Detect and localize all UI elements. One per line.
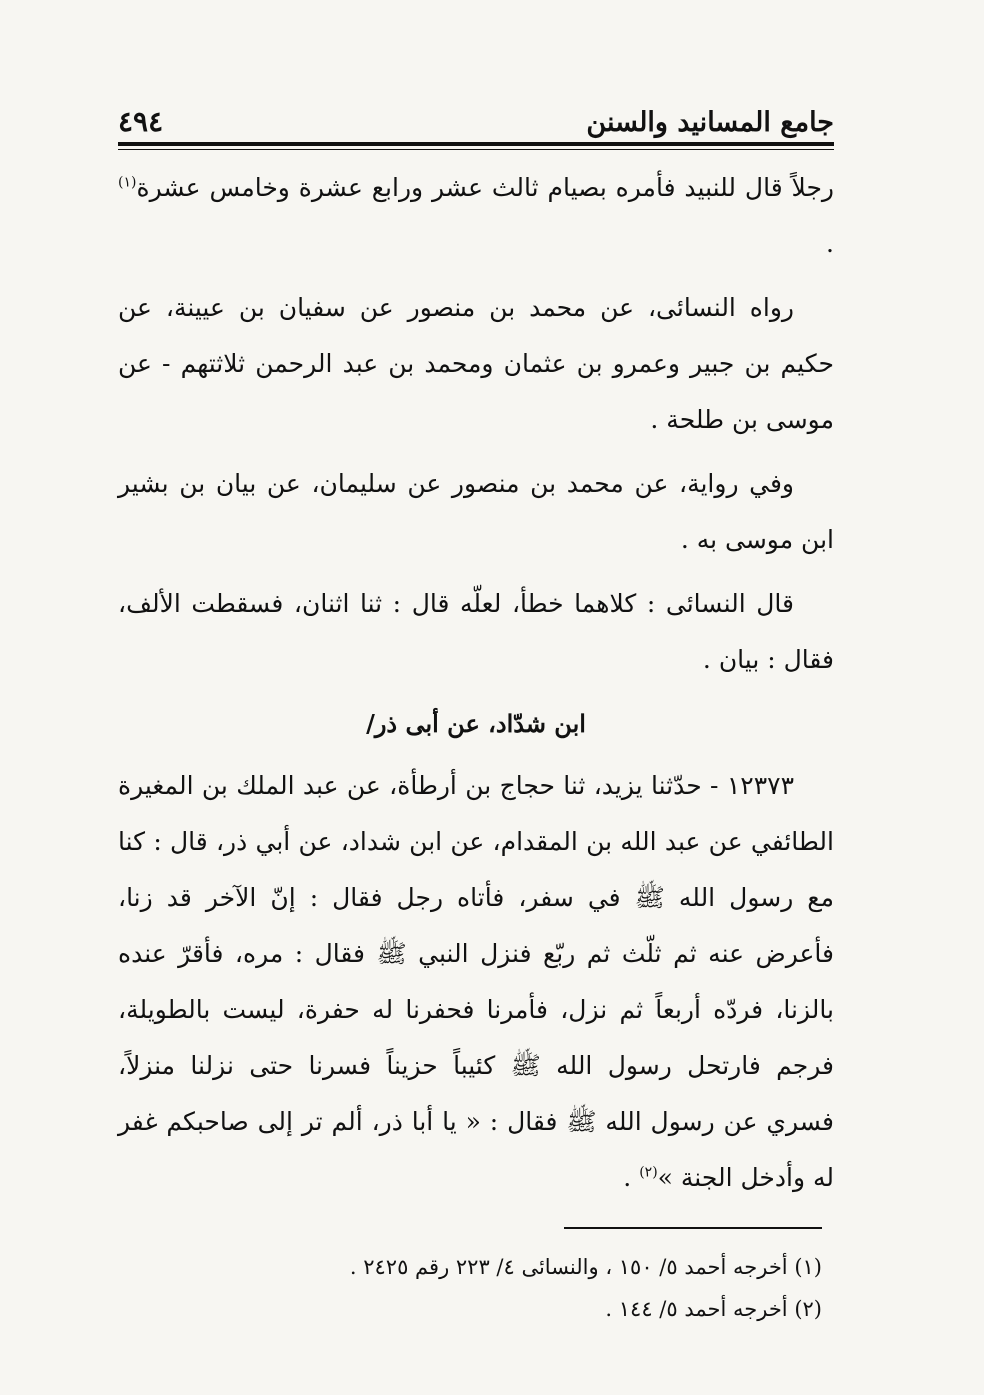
page-header [118, 88, 834, 136]
footnote-ref: (٢) [639, 1164, 658, 1181]
footnote: (٢) أخرجه أحمد ٥/ ١٤٤ . [605, 1297, 822, 1321]
paragraph: وفي رواية، عن محمد بن منصور عن سليمان، عن بيان بن بشير ابن موسى به . [118, 469, 834, 554]
footnote-separator [564, 1227, 822, 1229]
footnote: (١) أخرجه أحمد ٥/ ١٥٠ ، والنسائى ٤/ ٢٢٣ رقم ٢٤٢٥ . [349, 1255, 822, 1279]
paragraph: رواه النسائى، عن محمد بن منصور عن سفيان بن عيينة، عن حكيم بن جبير وعمرو بن عثمان ومحمد بن عبد الرحمن ثلاثتهم - عن موسى بن طلحة . [118, 293, 834, 434]
paragraph: قال النسائى : كلاهما خطأ، لعلّه قال : ثنا اثنان، فسقطت الألف، فقال : بيان . [118, 589, 834, 674]
footnote-ref: (١) [118, 174, 137, 191]
paragraph [118, 758, 834, 1206]
paragraph-end: . [826, 229, 834, 258]
main-text [118, 160, 834, 1214]
footnotes [118, 1246, 822, 1330]
running-title: جامع المسانيد والسنن [586, 107, 834, 138]
paragraph-text: رجلاً قال للنبيد فأمره بصيام ثالث عشر ورابع عشرة وخامس عشرة [136, 173, 834, 202]
paragraph [118, 160, 834, 272]
header-rule-thin [118, 149, 834, 150]
section-heading: ابن شدّاد، عن أبى ذر/ [366, 709, 586, 738]
page-number: ٤٩٤ [118, 105, 164, 138]
paragraph-text: ١٢٣٧٣ - حدّثنا يزيد، ثنا حجاج بن أرطأة، عن عبد الملك بن المغيرة الطائفي عن عبد الله بن المقدام، عن ابن شداد، عن أبي ذر، قال : كنا مع رسول الله ﷺ في سفر، فأتاه رجل فقال : إنّ الآخر قد زنا، فأعرض عنه ثم ثلّث ثم ربّع فنزل النبي ﷺ فقال : مره، فأقرّ عنده بالزنا، فردّه أربعاً ثم نزل، فأمرنا فحفرنا له حفرة، ليست بالطويلة، فرجم فارتحل رسول الله ﷺ كئيباً حزيناً فسرنا حتى نزلنا منزلاً، فسري عن رسول الله ﷺ فقال : « يا أبا ذر، ألم تر إلى صاحبكم غفر له وأدخل الجنة » [118, 771, 834, 1192]
header-rule [118, 142, 834, 146]
paragraph-end: . [623, 1163, 640, 1192]
